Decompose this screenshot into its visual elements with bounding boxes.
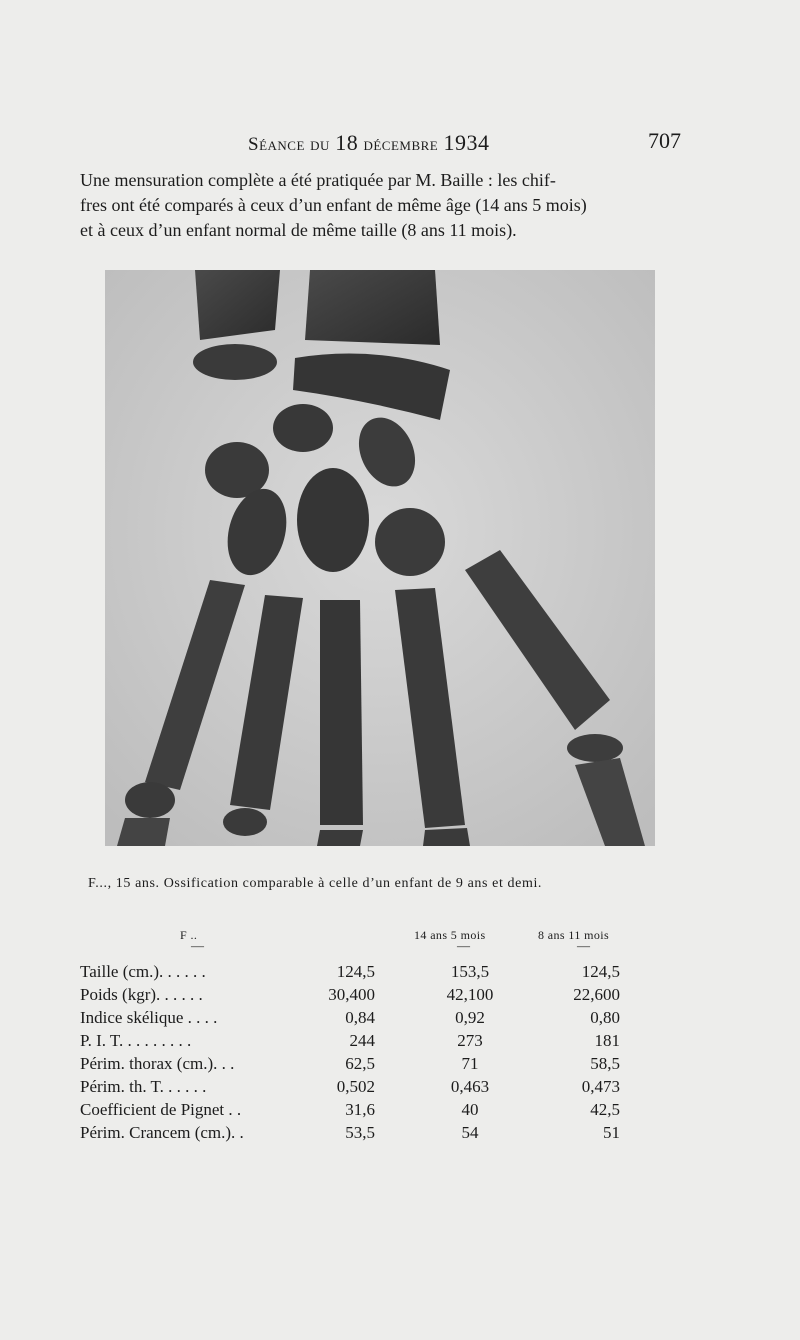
page-number: 707 xyxy=(648,128,681,153)
running-head-day: 18 xyxy=(335,130,359,155)
row-value-subject: 30,400 xyxy=(328,985,375,1004)
table-row xyxy=(80,1077,640,1099)
row-value-same-age: 0,92 xyxy=(455,1008,485,1027)
figure-caption: F..., 15 ans. Ossification comparable à celle d’un enfant de 9 ans et demi. xyxy=(88,876,543,891)
row-value-same-age: 71 xyxy=(461,1054,479,1073)
table-row xyxy=(80,1123,640,1145)
row-label: Taille (cm.). . . . . . xyxy=(80,962,206,981)
row-value-same-height: 0,473 xyxy=(581,1077,620,1096)
intro-line: et à ceux d’un enfant normal de même taille (8 ans 11 mois). xyxy=(80,220,517,240)
table-row xyxy=(80,1100,640,1122)
row-label: Périm. th. T. . . . . . xyxy=(80,1077,207,1096)
xray-illustration xyxy=(105,270,655,846)
row-value-same-age: 0,463 xyxy=(450,1077,490,1096)
intro-line: Une mensuration complète a été pratiquée par M. Baille : les chif- xyxy=(80,170,556,190)
running-head-month: décembre xyxy=(363,134,439,155)
table-header-subject: F .. xyxy=(180,928,198,942)
table-header-same-age: 14 ans 5 mois xyxy=(414,928,486,942)
table-row xyxy=(80,1008,640,1030)
row-value-subject: 53,5 xyxy=(345,1123,375,1142)
row-value-same-height: 51 xyxy=(603,1123,620,1142)
table-row xyxy=(80,985,640,1007)
row-value-same-age: 273 xyxy=(457,1031,483,1050)
row-label: Coefficient de Pignet . . xyxy=(80,1100,242,1119)
table-header-dash: — xyxy=(577,938,590,953)
row-value-subject: 244 xyxy=(349,1031,375,1050)
row-label: Poids (kgr). . . . . . xyxy=(80,985,203,1004)
row-label: P. I. T. . . . . . . . . xyxy=(80,1031,192,1050)
row-value-same-height: 181 xyxy=(594,1031,620,1050)
row-label: Indice skélique . . . . xyxy=(80,1008,218,1027)
table-row xyxy=(80,1054,640,1076)
row-value-same-height: 42,5 xyxy=(590,1100,620,1119)
table-row xyxy=(80,1031,640,1053)
row-value-same-age: 40 xyxy=(461,1100,479,1119)
row-value-subject: 0,502 xyxy=(336,1077,375,1096)
row-value-same-age: 153,5 xyxy=(450,962,490,981)
running-head-year: 1934 xyxy=(443,130,490,155)
table-header-same-height: 8 ans 11 mois xyxy=(538,928,610,942)
row-label: Périm. Crancem (cm.). . xyxy=(80,1123,244,1142)
table-header-dash: — xyxy=(191,938,204,953)
row-value-same-height: 0,80 xyxy=(590,1008,620,1027)
xray-hand-image xyxy=(105,270,655,846)
row-value-same-age: 54 xyxy=(461,1123,479,1142)
row-value-subject: 31,6 xyxy=(345,1100,375,1119)
row-value-subject: 62,5 xyxy=(345,1054,375,1073)
row-value-same-height: 124,5 xyxy=(581,962,620,981)
row-value-same-height: 22,600 xyxy=(573,985,620,1004)
table-row xyxy=(80,962,640,984)
intro-paragraph xyxy=(80,168,695,243)
intro-line: fres ont été comparés à ceux d’un enfant de même âge (14 ans 5 mois) xyxy=(80,195,587,215)
row-value-subject: 0,84 xyxy=(345,1008,375,1027)
row-value-subject: 124,5 xyxy=(336,962,375,981)
running-head xyxy=(248,130,489,156)
table-header-dash: — xyxy=(457,938,470,953)
row-label: Périm. thorax (cm.). . . xyxy=(80,1054,235,1073)
row-value-same-height: 58,5 xyxy=(590,1054,620,1073)
row-value-same-age: 42,100 xyxy=(446,985,494,1004)
running-head-seance: Séance du xyxy=(248,134,330,155)
